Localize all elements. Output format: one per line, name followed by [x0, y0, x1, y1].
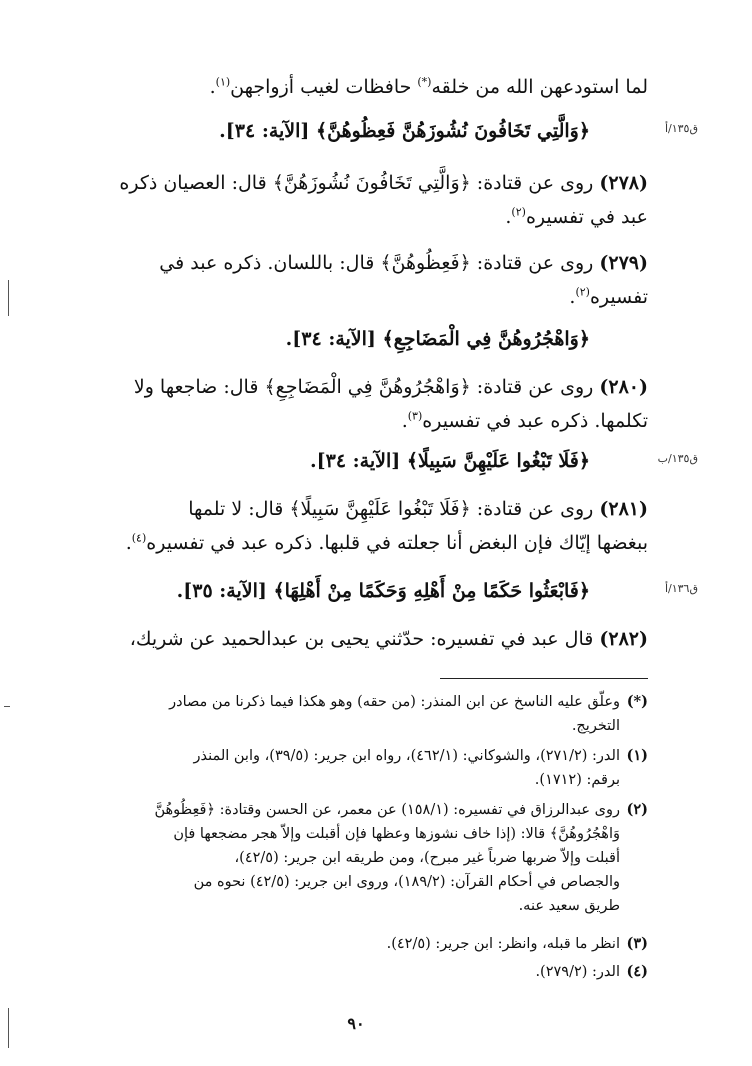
footnote-marker: (٢) — [626, 801, 648, 818]
narration-number: (٢٨٠) — [599, 376, 648, 398]
footnote-text: الدر: (٢٧١/٢)، والشوكاني: (٤٦٢/١)، رواه ابن جرير: (٣٩/٥)، وابن المنذر — [193, 748, 620, 764]
narration-text: ببغضها إيّاك فإن البغض أنا جعلته في قلبها. ذكره عبد في تفسيره — [146, 532, 648, 554]
footnote-ref-2: (٢) — [511, 205, 526, 219]
scan-edge-mark — [8, 280, 9, 316]
footnote-line — [108, 744, 648, 768]
scan-edge-mark — [8, 1008, 9, 1048]
footnote-ref-star: (*) — [417, 75, 432, 89]
footnote-1 — [108, 744, 648, 792]
narration-278 — [119, 168, 648, 198]
narration-number: (٢٧٩) — [599, 252, 648, 274]
narration-279-cont — [569, 282, 648, 312]
footnote-line — [108, 960, 648, 984]
intro-text-rest: حافظات لغيب أزواجهن — [230, 76, 418, 98]
narration-text: روى عن قتادة: ﴿وَاهْجُرُوهُنَّ فِي الْمَضَاجِعِ﴾ قال: ضاجعها ولا — [133, 376, 600, 398]
narration-number: (٢٨٢) — [599, 628, 648, 650]
footnote-marker: (١) — [626, 747, 648, 764]
narration-text: قال عبد في تفسيره: حدّثني يحيى بن عبدالحميد عن شريك، — [129, 628, 600, 650]
footnote-star — [108, 690, 648, 738]
narration-280-cont — [402, 406, 648, 436]
footnote-line — [108, 690, 648, 714]
footnote-text: وَاهْجُرُوهُنَّ﴾ قالا: (إذا خاف نشوزها وعظها فإن أقبلت وإلاّ هجر مضجعها فإن — [173, 826, 620, 842]
footnote-line — [108, 798, 648, 822]
intro-line — [210, 72, 648, 102]
narration-number: (٢٨١) — [599, 498, 648, 520]
footnote-line — [108, 932, 648, 956]
footnote-text: وعلّق عليه الناسخ عن ابن المنذر: (من حقه) وهو هكذا فيما ذكرنا من مصادر — [169, 694, 620, 710]
intro-text: لما استودعهن الله من خلقه — [431, 76, 648, 98]
footnote-2 — [108, 798, 648, 918]
verse-heading-4: ﴿فَابْعَثُوا حَكَمًا مِنْ أَهْلِهِ وَحَكَمًا مِنْ أَهْلِهَا﴾ [الآية: ٣٥]. — [176, 580, 590, 602]
footnote-text: التخريج. — [571, 718, 620, 734]
narration-282 — [130, 624, 648, 654]
narration-text: روى عن قتادة: ﴿فَلَا تَبْغُوا عَلَيْهِنَّ سَبِيلًا﴾ قال: لا تلمها — [188, 498, 600, 520]
narration-279 — [159, 248, 648, 278]
narration-end: . — [569, 286, 576, 308]
footnote-4 — [108, 960, 648, 984]
footnote-ref-2: (٢) — [575, 285, 590, 299]
narration-280 — [134, 372, 648, 402]
narration-end: . — [125, 532, 132, 554]
intro-end: . — [209, 76, 216, 98]
footnote-ref-1: (١) — [215, 75, 231, 89]
narration-281 — [188, 494, 648, 524]
footnote-ref-4: (٤) — [131, 531, 147, 545]
narration-end: . — [505, 206, 512, 228]
footnote-text: الدر: (٢٧٩/٢). — [535, 964, 620, 980]
footnote-text: برقم: (١٧١٢). — [534, 772, 620, 788]
margin-note-135b: ق١٣٥/ب — [657, 452, 698, 465]
narration-text: روى عن قتادة: ﴿وَالَّتِي تَخَافُونَ نُشُوزَهُنَّ﴾ قال: العصيان ذكره — [119, 172, 600, 194]
footnote-marker: (*) — [626, 693, 648, 710]
footnote-text: والجصاص في أحكام القرآن: (١٨٩/٢)، وروى ابن جرير: (٤٢/٥) نحوه من — [193, 874, 620, 890]
footnote-marker: (٤) — [626, 963, 648, 980]
narration-text: عبد في تفسيره — [525, 206, 648, 228]
narration-number: (٢٧٨) — [599, 172, 648, 194]
page-number: ٩٠ — [347, 1014, 365, 1033]
narration-text: تكلمها. ذكره عبد في تفسيره — [422, 410, 648, 432]
footnote-text: روى عبدالرزاق في تفسيره: (١٥٨/١) عن معمر، عن الحسن وقتادة: ﴿فَعِظُوهُنَّ — [154, 802, 620, 818]
footnote-text: انظر ما قبله، وانظر: ابن جرير: (٤٢/٥). — [386, 936, 620, 952]
narration-end: . — [401, 410, 408, 432]
footnote-text: طريق سعيد عنه. — [518, 898, 620, 914]
verse-heading-3: ﴿فَلَا تَبْغُوا عَلَيْهِنَّ سَبِيلًا﴾ [الآية: ٣٤]. — [310, 450, 590, 472]
footnote-separator — [440, 678, 648, 679]
verse-heading-2: ﴿وَاهْجُرُوهُنَّ فِي الْمَضَاجِعِ﴾ [الآية: ٣٤]. — [285, 328, 590, 350]
footnote-marker: (٣) — [626, 935, 648, 952]
verse-heading-1: ﴿وَالَّتِي تَخَافُونَ نُشُوزَهُنَّ فَعِظُوهُنَّ﴾ [الآية: ٣٤]. — [219, 120, 590, 142]
narration-text: تفسيره — [589, 286, 648, 308]
narration-text: روى عن قتادة: ﴿فَعِظُوهُنَّ﴾ قال: باللسان. ذكره عبد في — [159, 252, 600, 274]
footnote-3 — [108, 932, 648, 956]
margin-note-136a: ق١٣٦/أ — [664, 582, 698, 595]
scan-edge-mark — [4, 706, 10, 707]
narration-281-cont — [126, 528, 648, 558]
footnote-ref-3: (٣) — [407, 409, 423, 423]
footnote-text: أقبلت وإلاّ ضربها ضرباً غير مبرح)، ومن طريقه ابن جرير: (٤٢/٥)، — [234, 850, 620, 866]
narration-278-cont — [505, 202, 648, 232]
margin-note-135a: ق١٣٥/أ — [664, 122, 698, 135]
